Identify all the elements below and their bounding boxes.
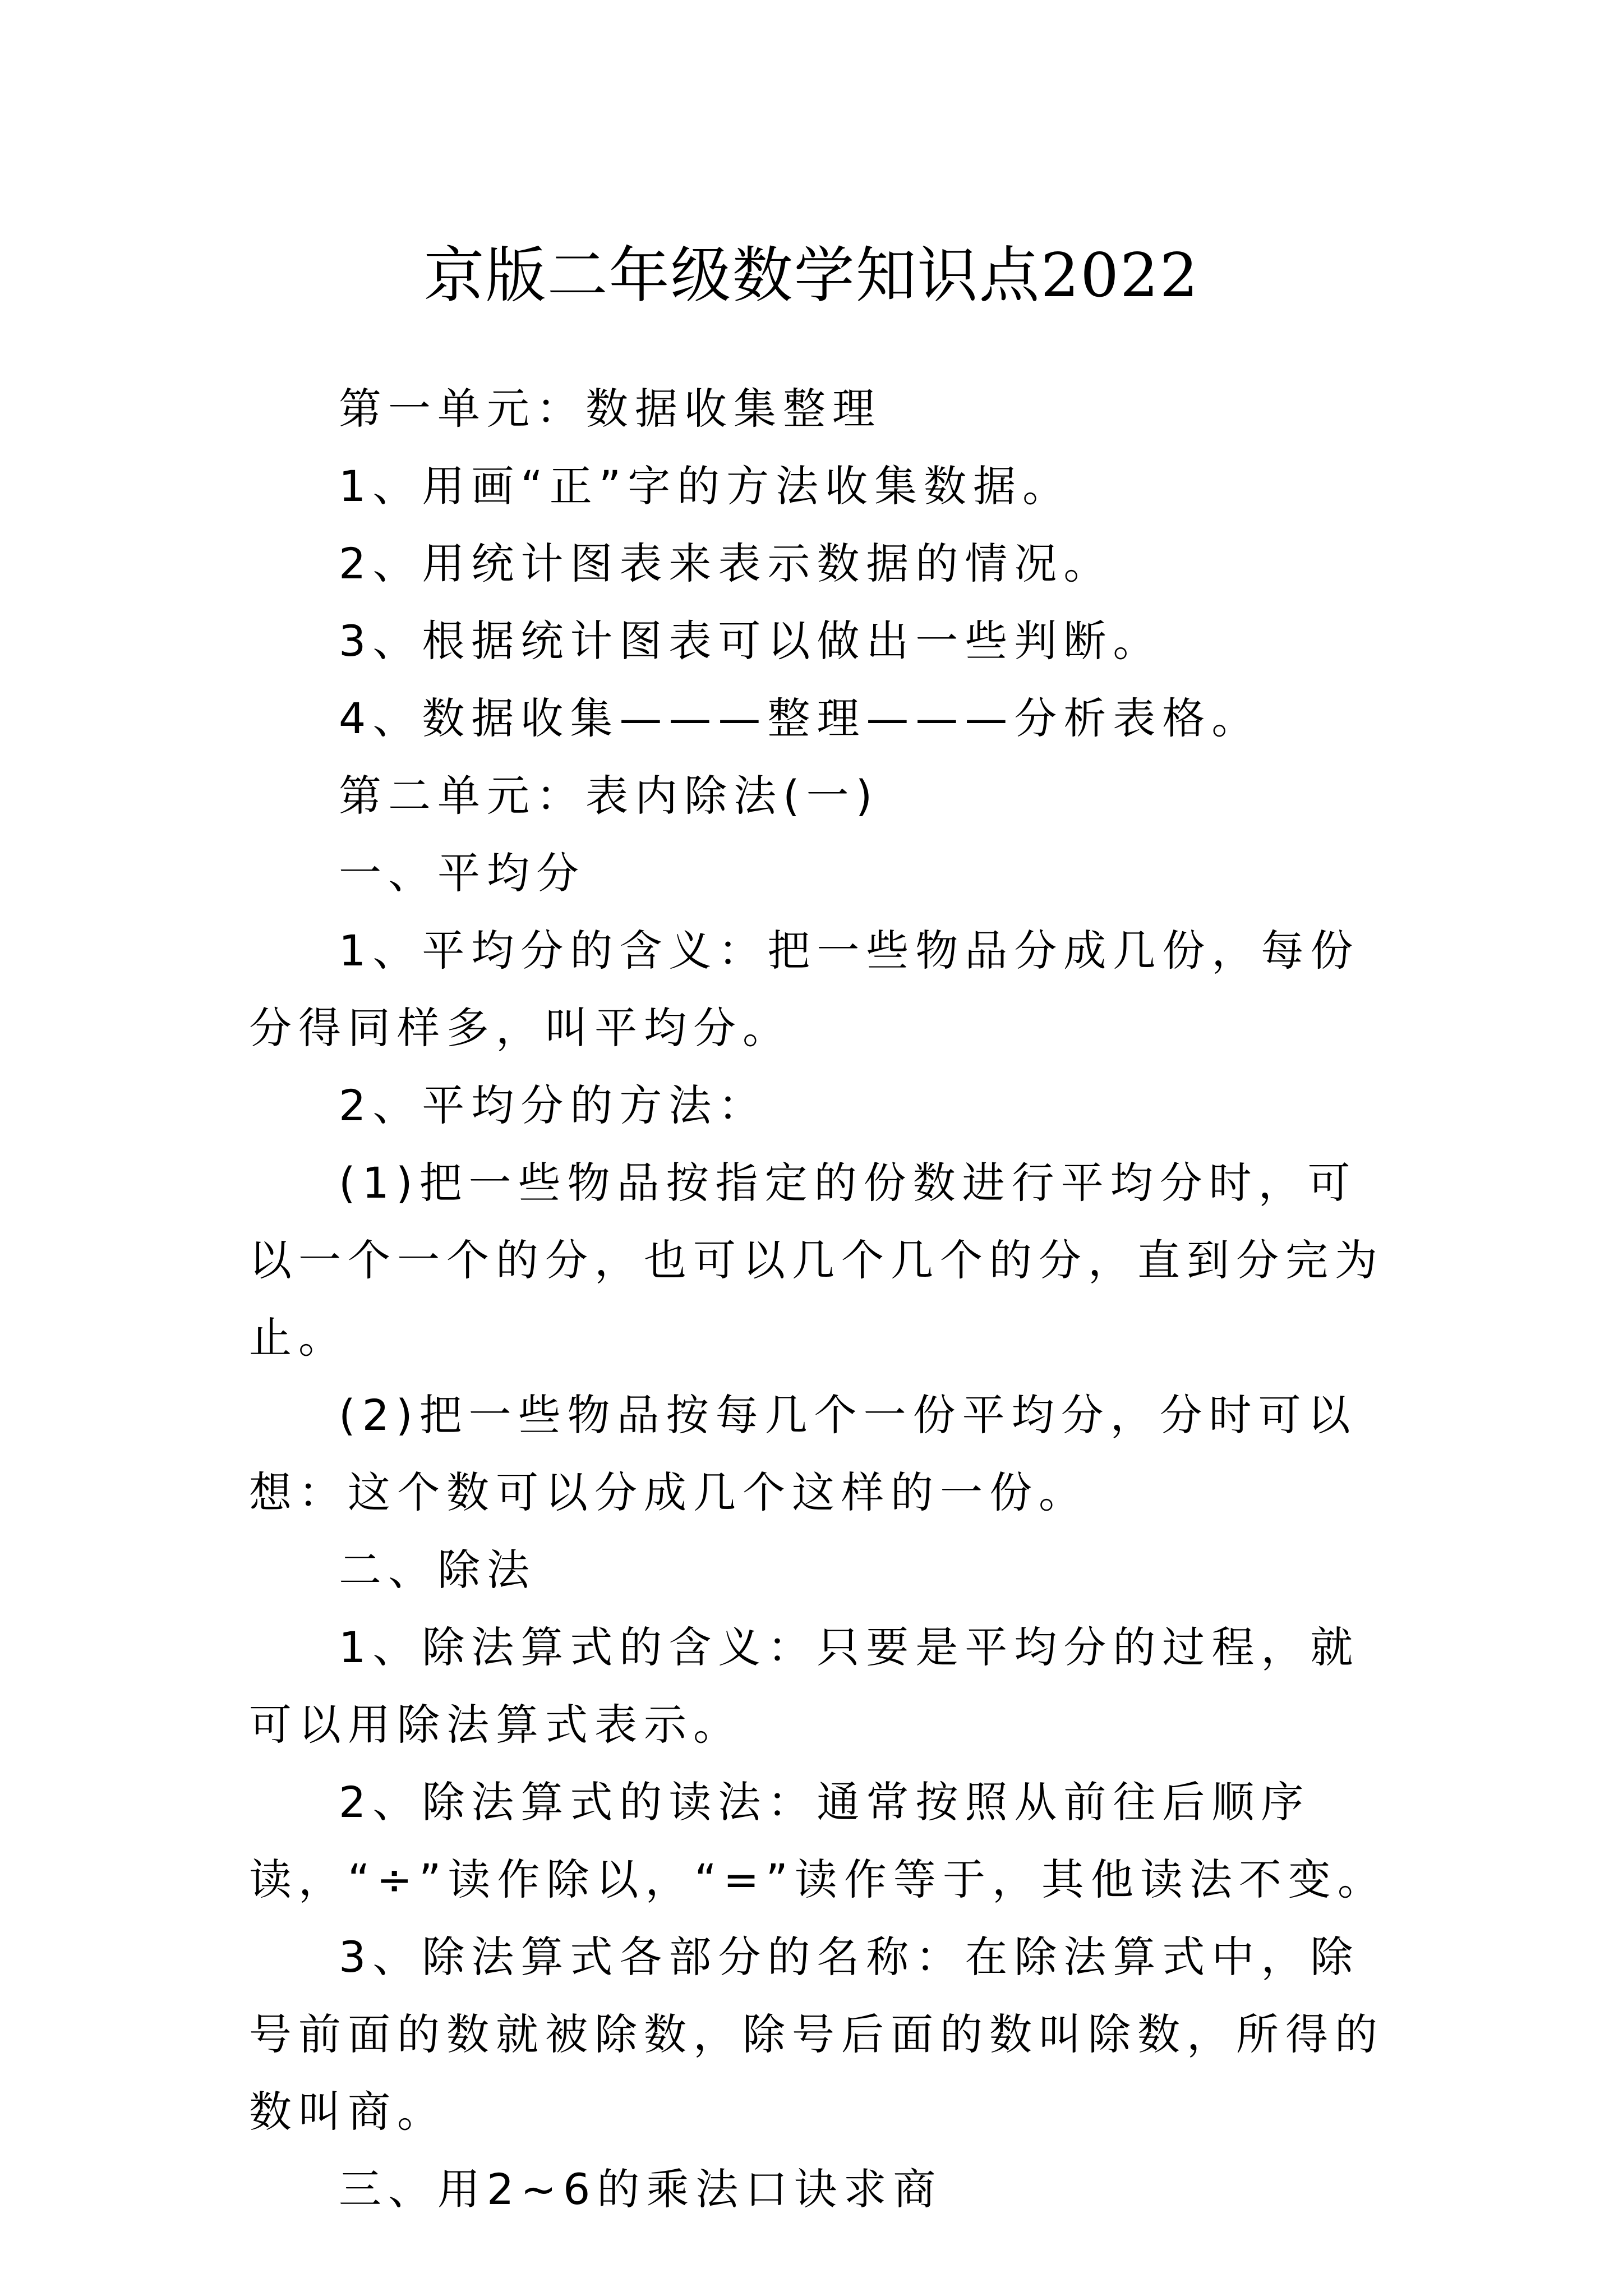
list-item: 4、数据收集———整理———分析表格。 [339,693,1261,743]
list-item: 2、除法算式的读法：通常按照从前往后顺序读，“÷”读作除以，“=”读作等于，其他读法不变。 [249,1777,1387,1904]
list-item: 1、用画“正”字的方法收集数据。 [339,461,1072,511]
section-heading: 二、除法 [339,1545,536,1595]
list-item: 1、除法算式的含义：只要是平均分的过程，就可以用除法算式表示。 [249,1622,1360,1750]
list-item: 3、根据统计图表可以做出一些判断。 [339,616,1163,666]
list-item: 1、平均分的含义：把一些物品分成几份，每份分得同样多，叫平均分。 [249,926,1360,1053]
document-body [249,370,1389,2228]
section-heading: 一、平均分 [339,848,585,898]
list-item: 3、除法算式各部分的名称：在除法算式中，除号前面的数就被除数，除号后面的数叫除数，所得的数叫商。 [249,1932,1384,2137]
heading-unit-1: 第一单元：数据收集整理 [339,384,882,434]
sub-list-item: (2)把一些物品按每几个一份平均分，分时可以想：这个数可以分成几个这样的一份。 [249,1390,1357,1517]
document-title: 京版二年级数学知识点2022 [423,241,1200,311]
heading-unit-2: 第二单元：表内除法(一) [339,771,879,821]
list-item: 2、平均分的方法： [339,1080,768,1130]
list-item: 2、用统计图表来表示数据的情况。 [339,539,1113,588]
sub-list-item: (1)把一些物品按指定的份数进行平均分时，可以一个一个的分，也可以几个几个的分，直到分完为止。 [249,1158,1384,1363]
section-heading: 三、用2~6的乘法口诀求商 [339,2164,943,2214]
